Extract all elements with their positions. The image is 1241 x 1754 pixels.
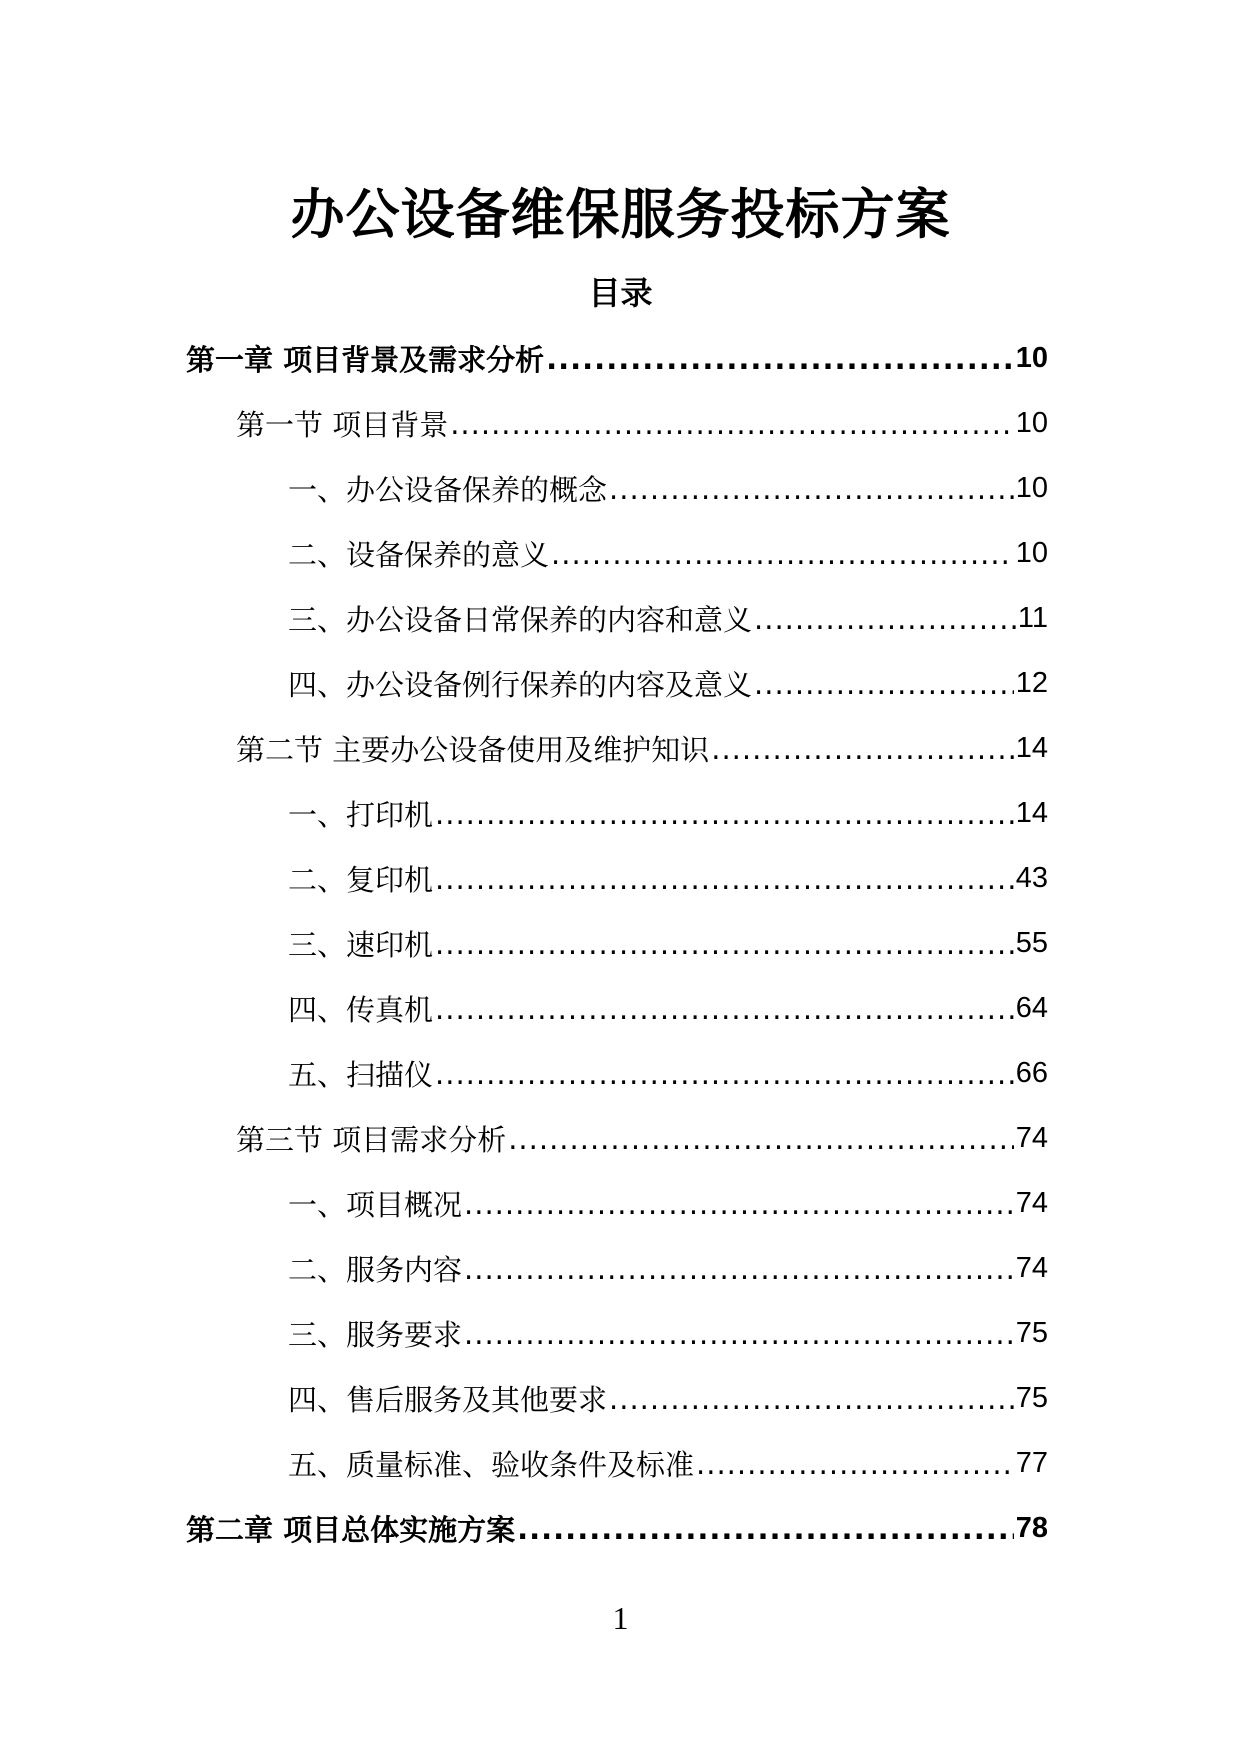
toc-entry-page: 75 bbox=[1015, 1382, 1048, 1414]
toc-entry[interactable] bbox=[186, 976, 1048, 1041]
toc-entry-page: 10 bbox=[1015, 342, 1048, 374]
toc-entry-page: 74 bbox=[1015, 1187, 1048, 1219]
toc-entry-title: 第二节 主要办公设备使用及维护知识 bbox=[236, 733, 710, 767]
toc-entry-page: 43 bbox=[1015, 862, 1048, 894]
toc-entry[interactable] bbox=[186, 716, 1048, 781]
toc-entry-page: 10 bbox=[1015, 407, 1048, 439]
toc-entry-page: 11 bbox=[1017, 602, 1048, 634]
toc-entry-page: 10 bbox=[1015, 537, 1048, 569]
toc-entry[interactable] bbox=[186, 781, 1048, 846]
toc-leader-dots bbox=[517, 1512, 1014, 1546]
toc-entry-title: 一、打印机 bbox=[288, 798, 434, 832]
toc-entry-page: 74 bbox=[1015, 1252, 1048, 1284]
toc-leader-dots bbox=[464, 1187, 1014, 1221]
toc-entry-title: 二、复印机 bbox=[288, 863, 434, 897]
toc-entry-title: 一、办公设备保养的概念 bbox=[288, 473, 608, 507]
toc-entry-title: 第一章 项目背景及需求分析 bbox=[186, 343, 545, 377]
toc-leader-dots bbox=[464, 1317, 1014, 1351]
toc-entry-page: 66 bbox=[1015, 1057, 1048, 1089]
toc-leader-dots bbox=[464, 1252, 1014, 1286]
toc-leader-dots bbox=[435, 927, 1014, 961]
toc-entry[interactable] bbox=[186, 911, 1048, 976]
toc-leader-dots bbox=[435, 992, 1014, 1026]
toc-heading: 目录 bbox=[588, 274, 653, 312]
table-of-contents bbox=[186, 326, 1048, 1561]
toc-entry[interactable] bbox=[186, 1041, 1048, 1106]
toc-entry[interactable] bbox=[186, 651, 1048, 716]
toc-entry-title: 二、设备保养的意义 bbox=[288, 538, 550, 572]
toc-entry[interactable] bbox=[186, 846, 1048, 911]
toc-leader-dots bbox=[551, 537, 1014, 571]
toc-entry[interactable] bbox=[186, 1106, 1048, 1171]
toc-entry-title: 五、质量标准、验收条件及标准 bbox=[288, 1448, 695, 1482]
toc-entry[interactable] bbox=[186, 1171, 1048, 1236]
toc-entry-page: 10 bbox=[1015, 472, 1048, 504]
toc-leader-dots bbox=[546, 342, 1014, 376]
toc-leader-dots bbox=[508, 1122, 1014, 1156]
toc-entry-title: 三、办公设备日常保养的内容和意义 bbox=[288, 603, 753, 637]
toc-leader-dots bbox=[696, 1447, 1014, 1481]
toc-leader-dots bbox=[450, 407, 1014, 441]
toc-entry-title: 四、售后服务及其他要求 bbox=[288, 1383, 608, 1417]
toc-leader-dots bbox=[609, 1382, 1014, 1416]
toc-entry[interactable] bbox=[186, 1431, 1048, 1496]
toc-leader-dots bbox=[435, 797, 1014, 831]
toc-leader-dots bbox=[609, 472, 1014, 506]
toc-entry-title: 第二章 项目总体实施方案 bbox=[186, 1513, 516, 1547]
toc-entry[interactable] bbox=[186, 391, 1048, 456]
document-title: 办公设备维保服务投标方案 bbox=[290, 183, 951, 246]
toc-entry[interactable] bbox=[186, 326, 1048, 391]
toc-leader-dots bbox=[754, 667, 1014, 701]
toc-entry-title: 五、扫描仪 bbox=[288, 1058, 434, 1092]
toc-entry-page: 55 bbox=[1015, 927, 1048, 959]
toc-entry-title: 一、项目概况 bbox=[288, 1188, 463, 1222]
toc-entry-page: 12 bbox=[1015, 667, 1048, 699]
toc-leader-dots bbox=[435, 862, 1014, 896]
toc-entry-title: 四、传真机 bbox=[288, 993, 434, 1027]
toc-entry-page: 74 bbox=[1015, 1122, 1048, 1154]
toc-entry[interactable] bbox=[186, 1236, 1048, 1301]
toc-entry[interactable] bbox=[186, 456, 1048, 521]
toc-leader-dots bbox=[754, 602, 1016, 636]
toc-entry[interactable] bbox=[186, 1366, 1048, 1431]
toc-entry-title: 三、服务要求 bbox=[288, 1318, 463, 1352]
toc-entry[interactable] bbox=[186, 521, 1048, 586]
toc-entry-title: 四、办公设备例行保养的内容及意义 bbox=[288, 668, 753, 702]
toc-leader-dots bbox=[435, 1057, 1014, 1091]
toc-entry-title: 第一节 项目背景 bbox=[236, 408, 449, 442]
toc-entry-title: 二、服务内容 bbox=[288, 1253, 463, 1287]
page-number: 1 bbox=[612, 1600, 629, 1636]
toc-entry-page: 14 bbox=[1015, 797, 1048, 829]
toc-entry-page: 78 bbox=[1015, 1512, 1048, 1544]
toc-entry-title: 第三节 项目需求分析 bbox=[236, 1123, 507, 1157]
toc-entry-title: 三、速印机 bbox=[288, 928, 434, 962]
toc-entry-page: 77 bbox=[1015, 1447, 1048, 1479]
toc-leader-dots bbox=[711, 732, 1014, 766]
toc-entry-page: 75 bbox=[1015, 1317, 1048, 1349]
toc-entry-page: 64 bbox=[1015, 992, 1048, 1024]
toc-entry[interactable] bbox=[186, 1496, 1048, 1561]
toc-entry-page: 14 bbox=[1015, 732, 1048, 764]
toc-entry[interactable] bbox=[186, 1301, 1048, 1366]
toc-entry[interactable] bbox=[186, 586, 1048, 651]
